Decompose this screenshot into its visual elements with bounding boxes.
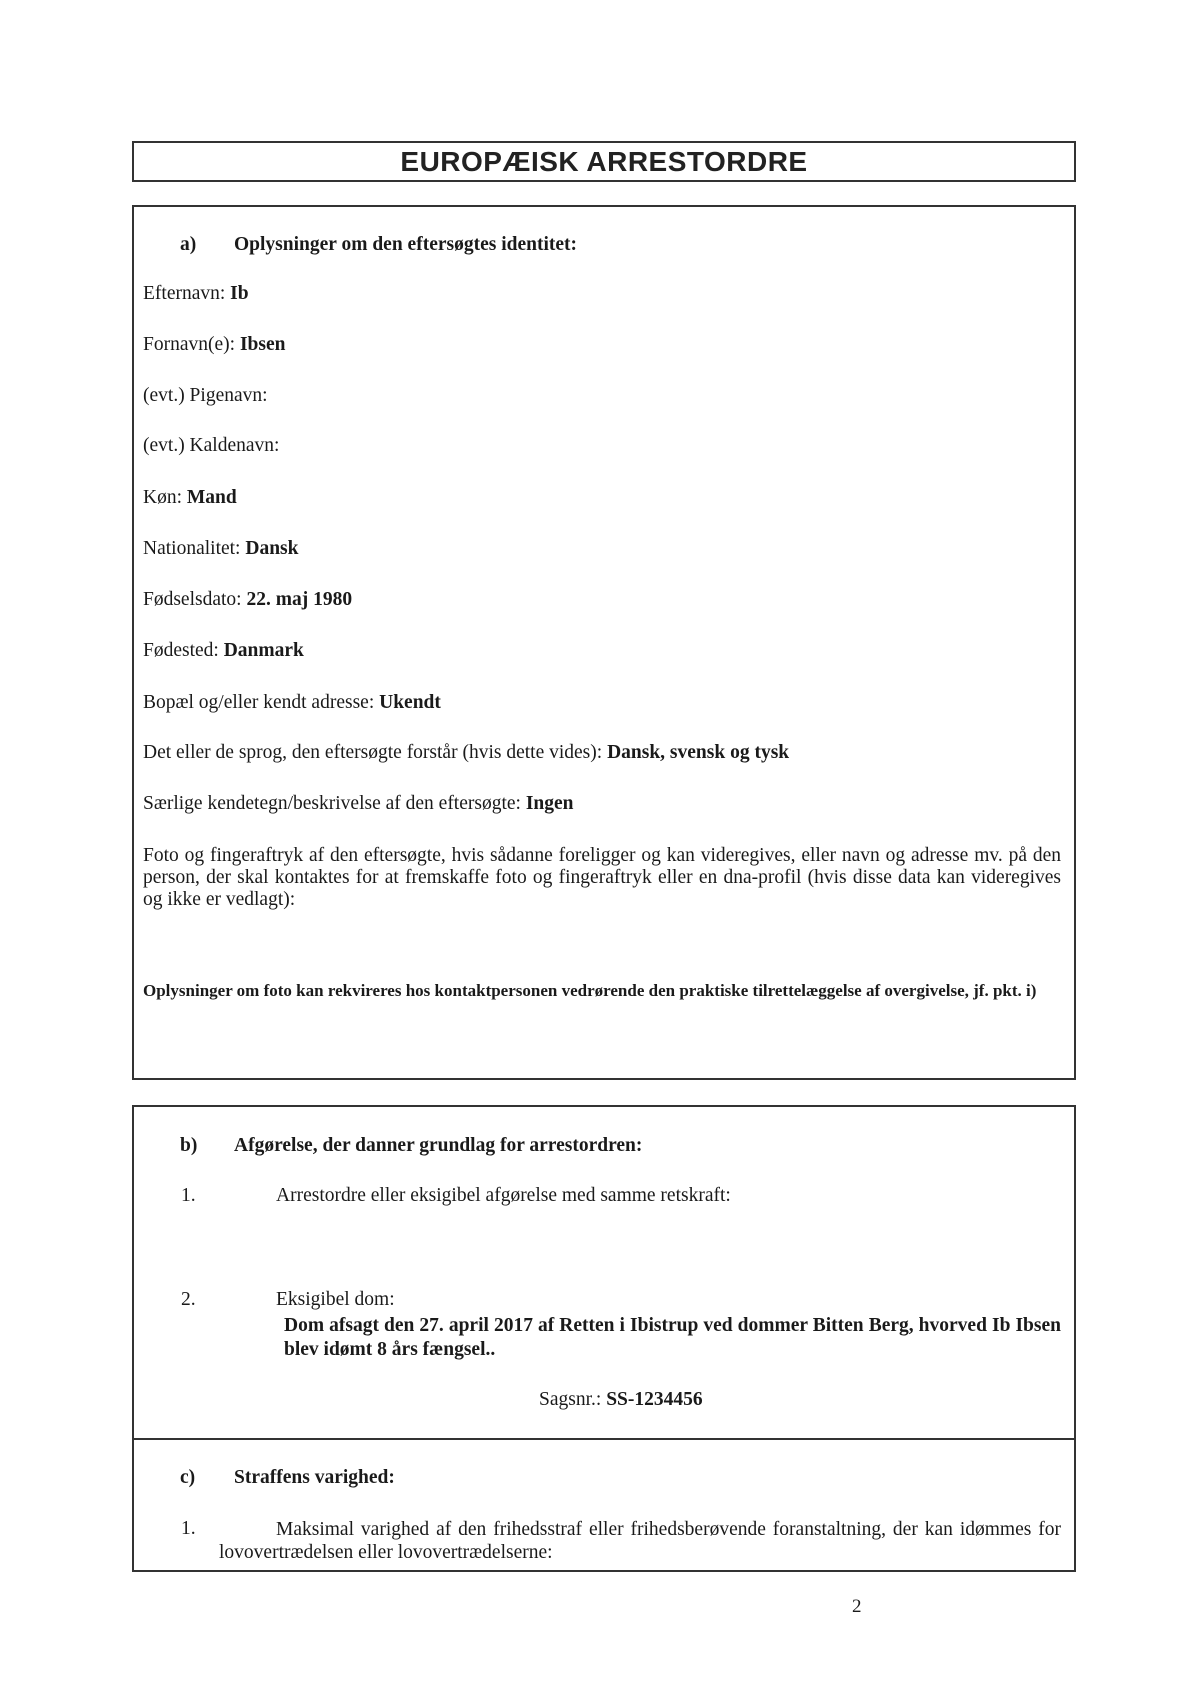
field-pigenavn: (evt.) Pigenavn:	[143, 385, 268, 406]
photo-answer: Oplysninger om foto kan rekvireres hos kontaktpersonen vedrørende den praktiske tilrettelæggelse af overgivelse, jf. pkt. i)	[143, 981, 1037, 1000]
section-b-item2-number: 2.	[181, 1289, 196, 1310]
case-number	[539, 1389, 703, 1411]
field-foedested: Fødested: Danmark	[143, 640, 304, 661]
section-b-item1-number: 1.	[181, 1185, 196, 1206]
section-b-heading-text: Afgørelse, der danner grundlag for arrestordren:	[234, 1135, 643, 1156]
case-label: Sagsnr.:	[539, 1389, 602, 1410]
title-box	[132, 141, 1076, 182]
section-b-item2-text: Eksigibel dom:	[276, 1289, 395, 1310]
section-b-item2-detail: Dom afsagt den 27. april 2017 af Retten i Ibistrup ved dommer Bitten Berg, hvorved Ib Ibsen blev idømt 8 års fængsel..	[284, 1315, 1061, 1360]
document-title: EUROPÆISK ARRESTORDRE	[400, 146, 808, 177]
section-a-heading	[180, 234, 577, 256]
section-b-box	[132, 1105, 1076, 1572]
field-sprog: Det eller de sprog, den eftersøgte forstår (hvis dette vides): Dansk, svensk og tysk	[143, 742, 790, 763]
field-kendetegn: Særlige kendetegn/beskrivelse af den eftersøgte: Ingen	[143, 793, 574, 814]
section-c-heading-text: Straffens varighed:	[234, 1467, 395, 1488]
field-koen: Køn: Mand	[143, 487, 237, 508]
field-foedselsdato: Fødselsdato: 22. maj 1980	[143, 589, 353, 610]
field-kaldenavn: (evt.) Kaldenavn:	[143, 435, 280, 456]
section-c-item1-number: 1.	[181, 1518, 196, 1539]
section-a-box	[132, 205, 1076, 1080]
page-number: 2	[852, 1596, 862, 1617]
section-divider	[134, 1438, 1074, 1440]
field-bopael: Bopæl og/eller kendt adresse: Ukendt	[143, 692, 441, 713]
section-b-item1-text: Arrestordre eller eksigibel afgørelse med samme retskraft:	[276, 1185, 731, 1206]
section-c-marker: c)	[180, 1467, 196, 1488]
section-c-heading	[180, 1467, 395, 1489]
section-a-marker: a)	[180, 234, 197, 255]
photo-paragraph: Foto og fingeraftryk af den eftersøgte, hvis sådanne foreligger og kan videregives, eller navn og adresse mv. på den person, der skal kontaktes for at fremskaffe foto og fingeraftryk eller en dna-profil (hvis disse data kan videregives og ikke er vedlagt):	[143, 845, 1061, 910]
section-c-item1-text: Maksimal varighed af den frihedsstraf eller frihedsberøvende foranstaltning, der kan idømmes for lovovertrædelsen eller lovovertrædelserne:	[219, 1519, 1061, 1563]
section-a-heading-text: Oplysninger om den eftersøgtes identitet:	[234, 234, 578, 255]
field-efternavn: Efternavn: Ib	[143, 283, 249, 304]
field-fornavn: Fornavn(e): Ibsen	[143, 334, 286, 355]
section-b-marker: b)	[180, 1135, 198, 1156]
field-nationalitet: Nationalitet: Dansk	[143, 538, 299, 559]
case-number-value: SS-1234456	[606, 1389, 703, 1410]
section-b-heading	[180, 1135, 642, 1157]
